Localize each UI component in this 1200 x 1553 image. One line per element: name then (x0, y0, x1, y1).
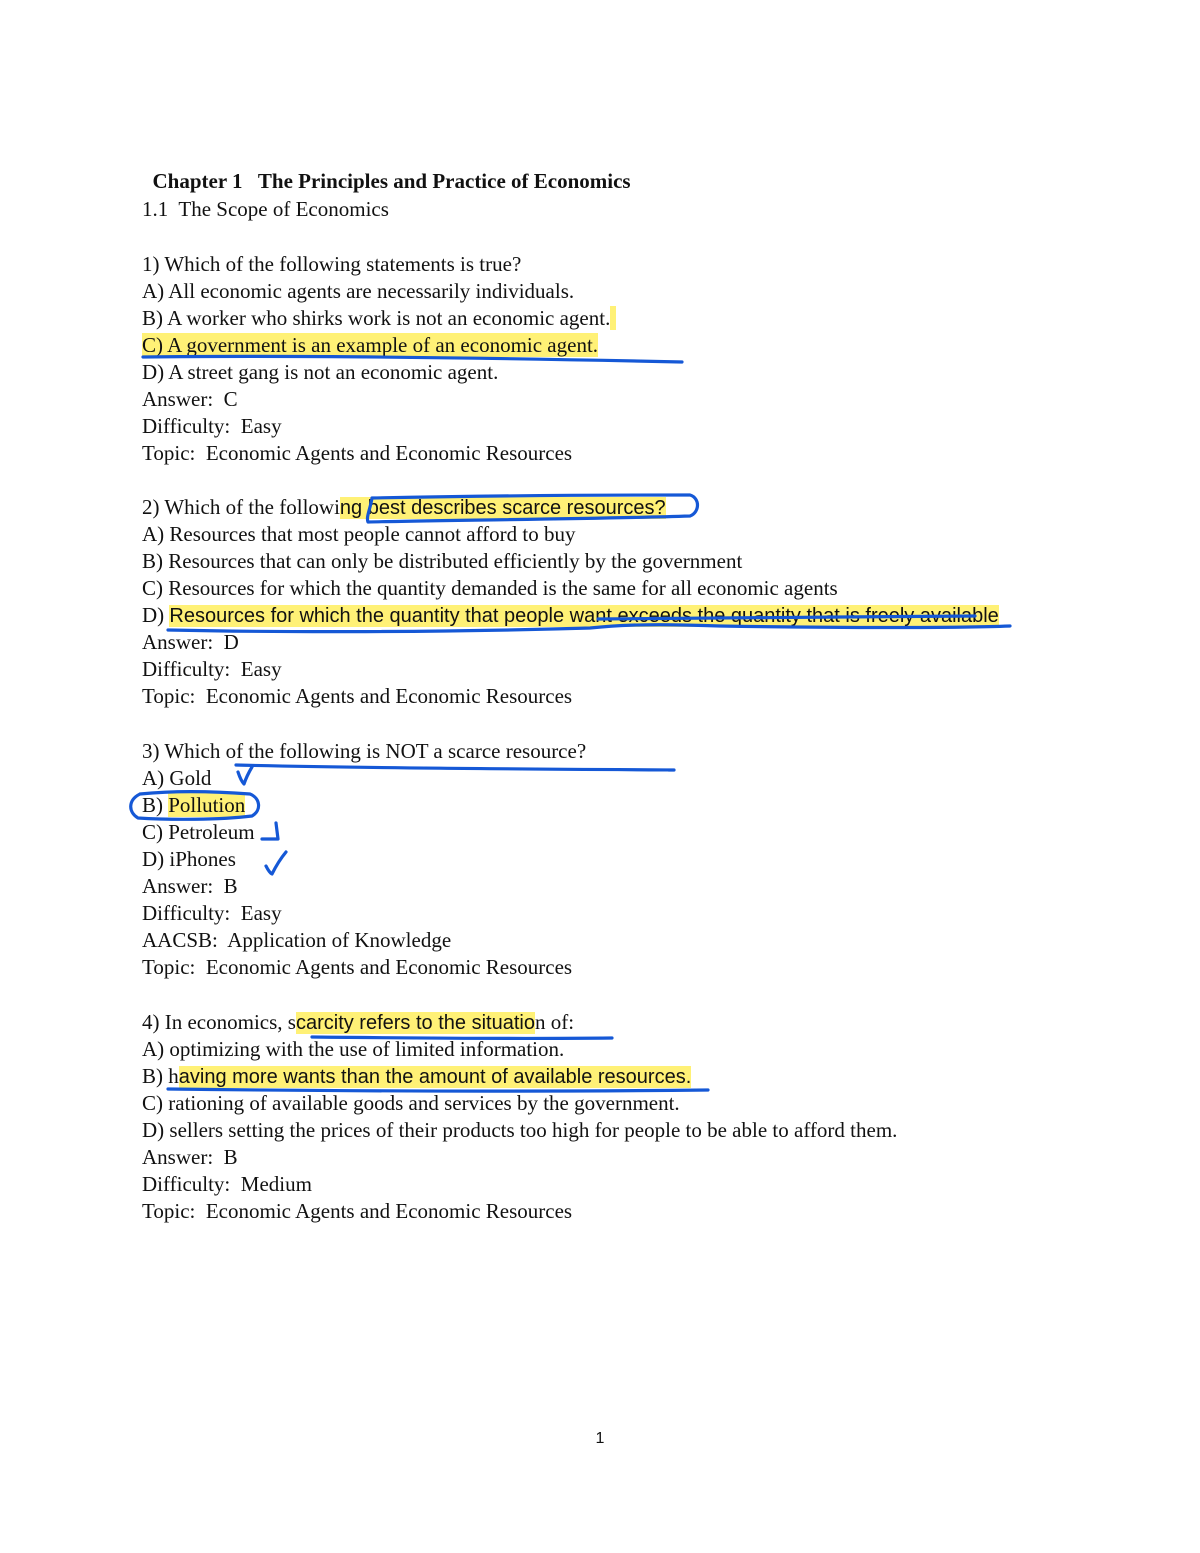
q1-choice-d: D) A street gang is not an economic agent. (142, 360, 499, 384)
q3-topic: Topic: Economic Agents and Economic Resources (142, 955, 573, 979)
q4-choice-b-prefix: B) h (142, 1064, 179, 1088)
q2-stem-plain: 2) Which of the followi (142, 495, 340, 519)
q4-choice-b (142, 1063, 691, 1090)
q2-choice-c: C) Resources for which the quantity demanded is the same for all economic agents (142, 576, 838, 600)
q4-stem-suffix: n of: (534, 1010, 575, 1034)
q4-stem-highlight: carcity refers to the situatio (295, 1012, 535, 1034)
q2-stem (142, 494, 666, 521)
q2-choice-a: A) Resources that most people cannot afford to buy (142, 522, 576, 546)
q2-choice-d-prefix: D) (142, 603, 170, 627)
q4-stem-prefix: 4) In economics, s (142, 1010, 296, 1034)
section-heading: 1.1 The Scope of Economics (142, 197, 389, 221)
q3-bracket-petroleum-mark (262, 823, 278, 839)
chapter-name: The Principles and Practice of Economics (257, 169, 631, 193)
q4-topic: Topic: Economic Agents and Economic Resources (142, 1199, 573, 1223)
q1-choice-c-text: C) A government is an example of an economic agent. (142, 333, 599, 357)
q1-answer: Answer: C (142, 387, 238, 411)
q2-stem-highlight: ng best describes scarce resources? (339, 497, 666, 519)
q3-check-iphones-icon (266, 852, 286, 874)
q3-underline-mark (236, 765, 674, 770)
q2-topic: Topic: Economic Agents and Economic Resources (142, 684, 573, 708)
page-number: 1 (595, 1430, 605, 1447)
q1-choice-b-text: B) A worker who shirks work is not an economic agent. (142, 306, 611, 330)
q3-choice-b-highlight: Pollution (168, 793, 246, 817)
q4-choice-a: A) optimizing with the use of limited information. (142, 1037, 565, 1061)
q3-aacsb: AACSB: Application of Knowledge (142, 928, 452, 952)
q2-choice-d-highlight: Resources for which the quantity that people want exceeds the quantity that is freely available (169, 605, 999, 627)
q4-stem (142, 1009, 574, 1036)
q2-choice-b: B) Resources that can only be distributed efficiently by the government (142, 549, 743, 573)
q1-choice-b (142, 305, 616, 331)
q3-choice-b (142, 792, 245, 818)
q2-difficulty: Difficulty: Easy (142, 657, 282, 681)
q4-difficulty: Difficulty: Medium (142, 1172, 312, 1196)
q3-choice-d: D) iPhones (142, 847, 236, 871)
q1-difficulty: Difficulty: Easy (142, 414, 282, 438)
chapter-label: Chapter 1 (152, 169, 243, 193)
q3-check-gold-icon (238, 767, 252, 784)
q1-stem: 1) Which of the following statements is true? (142, 252, 522, 276)
q4-choice-c: C) rationing of available goods and services by the government. (142, 1091, 680, 1115)
q1-topic: Topic: Economic Agents and Economic Resources (142, 441, 573, 465)
q2-answer: Answer: D (142, 630, 239, 654)
q3-choice-b-prefix: B) (142, 793, 169, 817)
q3-answer: Answer: B (142, 874, 238, 898)
q3-choice-c: C) Petroleum (142, 820, 255, 844)
q4-answer: Answer: B (142, 1145, 238, 1169)
q2-choice-d (142, 602, 999, 629)
q4-choice-d: D) sellers setting the prices of their products too high for people to be able to afford them. (142, 1118, 898, 1142)
q4-choice-b-highlight: aving more wants than the amount of available resources. (178, 1066, 692, 1088)
q3-stem: 3) Which of the following is NOT a scarce resource? (142, 739, 587, 763)
q3-difficulty: Difficulty: Easy (142, 901, 282, 925)
q1-choice-a: A) All economic agents are necessarily individuals. (142, 279, 575, 303)
chapter-title (142, 142, 631, 194)
q3-choice-a: A) Gold (142, 766, 212, 790)
q1-choice-c (142, 332, 598, 358)
